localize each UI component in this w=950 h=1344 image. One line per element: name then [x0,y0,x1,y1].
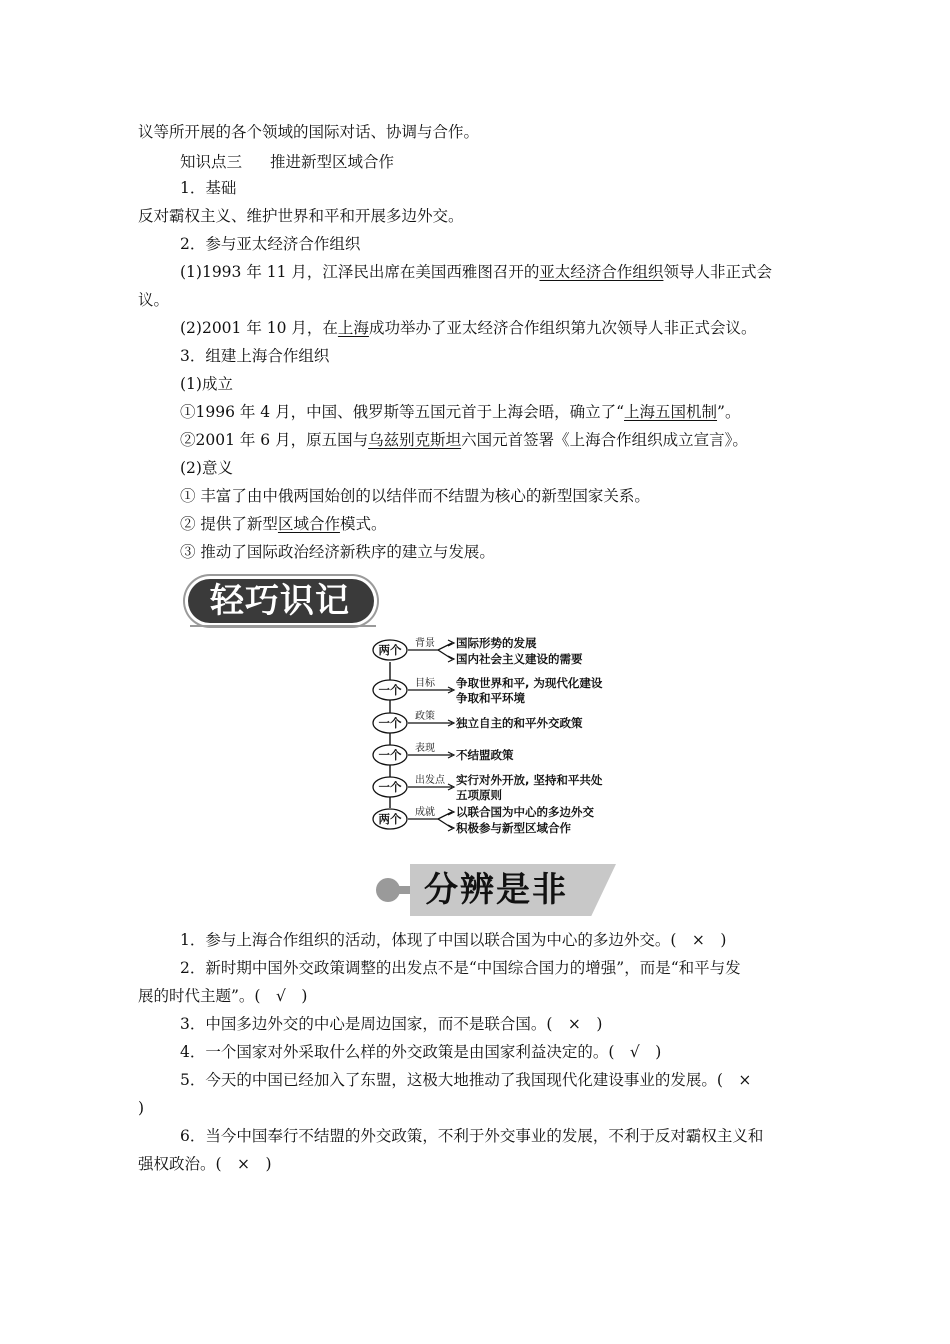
paragraph: ① 丰富了由中俄两国始创的以结伴而不结盟为核心的新型国家关系。 [180,487,650,505]
diagram-arrow [438,819,452,828]
diagram-node-label: 一个 [378,780,402,794]
text: (1)1993 年 11 月，江泽民出席在美国西雅图召开的 [180,263,540,281]
question-5-cont: ) [138,1099,145,1117]
diagram-category-label: 出发点 [415,775,445,786]
paragraph [180,513,386,535]
underlined-term: 亚太经济合作组织 [539,263,664,281]
underlined-term: 上海五国机制 [624,403,718,421]
paragraph: 反对霸权主义、维护世界和平和开展多边外交。 [138,207,464,225]
diagram-item: 五项原则 [456,788,502,802]
heading-sco: 3．组建上海合作组织 [180,347,330,365]
question-5: 5．今天的中国已经加入了东盟，这极大地推动了我国现代化建设事业的发展。( × [180,1071,752,1089]
diagram-node-label: 一个 [378,748,402,762]
diagram-category-label: 成就 [415,807,435,818]
text: ② 提供了新型 [180,515,278,533]
diagram-node-label: 一个 [378,716,402,730]
text: ①1996 年 4 月，中国、俄罗斯等五国元首于上海会晤，确立了“ [180,403,625,421]
question-3: 3．中国多边外交的中心是周边国家，而不是联合国。( × ) [180,1015,603,1033]
banner-title: 轻巧识记 [210,581,350,621]
text: (2)2001 年 10 月，在 [180,319,338,337]
diagram-item: 争取世界和平, 为现代化建设 [456,676,603,690]
text: ②2001 年 6 月，原五国与 [180,431,369,449]
subheading: (1)成立 [180,375,233,393]
diagram-item: 积极参与新型区域合作 [456,821,571,835]
paragraph [180,261,772,283]
diagram-item: 不结盟政策 [456,748,514,762]
section-title-number: 知识点三 [180,153,243,171]
diagram-node-label: 两个 [378,812,402,826]
text: 模式。 [339,515,387,533]
question-6-cont: 强权政治。( × ) [138,1155,272,1173]
underlined-term: 区域合作 [277,515,340,533]
underlined-term: 乌兹别克斯坦 [368,431,462,449]
diagram-item: 国际形势的发展 [456,636,537,650]
text: 领导人非正式会 [663,263,772,281]
banner-underline [180,622,380,632]
question-1: 1．参与上海合作组织的活动，体现了中国以联合国为中心的多边外交。( × ) [180,931,727,949]
diagram-node-label: 两个 [378,643,402,657]
diagram-category-label: 目标 [415,678,435,689]
underlined-term: 上海 [337,319,369,337]
paragraph [180,401,740,423]
section-banner-judge [376,864,616,916]
section-title-text: 推进新型区域合作 [270,153,395,171]
heading-apec: 2．参与亚太经济合作组织 [180,235,361,253]
question-2-cont: 展的时代主题”。( √ ) [138,987,308,1005]
question-6: 6．当今中国奉行不结盟的外交政策，不利于外交事业的发展，不利于反对霸权主义和 [180,1127,764,1145]
diagram-arrow [438,650,452,659]
question-4: 4．一个国家对外采取什么样的外交政策是由国家利益决定的。( √ ) [180,1043,662,1061]
diagram-category-label: 表现 [415,743,435,754]
subheading: (2)意义 [180,459,233,477]
diagram-category-label: 政策 [415,711,435,722]
banner-title: 分辨是非 [424,870,568,910]
banner-dot [376,878,400,902]
paragraph: 议。 [138,291,170,309]
diagram-item: 国内社会主义建设的需要 [456,652,583,666]
text: 成功举办了亚太经济合作组织第九次领导人非正式会议。 [368,319,757,337]
section-title [180,150,394,172]
diagram-item: 实行对外开放, 坚持和平共处 [456,773,603,787]
question-2: 2．新时期中国外交政策调整的出发点不是“中国综合国力的增强”，而是“和平与发 [180,959,741,977]
body-line: 议等所开展的各个领域的国际对话、协调与合作。 [138,123,480,141]
diagram-node-label: 一个 [378,683,402,697]
paragraph [180,429,748,451]
heading-basis: 1．基础 [180,179,237,197]
text: 六国元首签署《上海合作组织成立宣言》。 [461,431,748,449]
diagram-item: 独立自主的和平外交政策 [456,716,583,730]
paragraph [180,317,756,339]
paragraph: ③ 推动了国际政治经济新秩序的建立与发展。 [180,543,495,561]
diagram-category-label: 背景 [415,638,435,649]
diagram-item: 争取和平环境 [456,691,525,705]
section-banner-memorize [180,573,380,629]
diagram-item: 以联合国为中心的多边外交 [456,805,594,819]
summary-diagram [370,632,630,842]
text: ”。 [717,403,741,421]
